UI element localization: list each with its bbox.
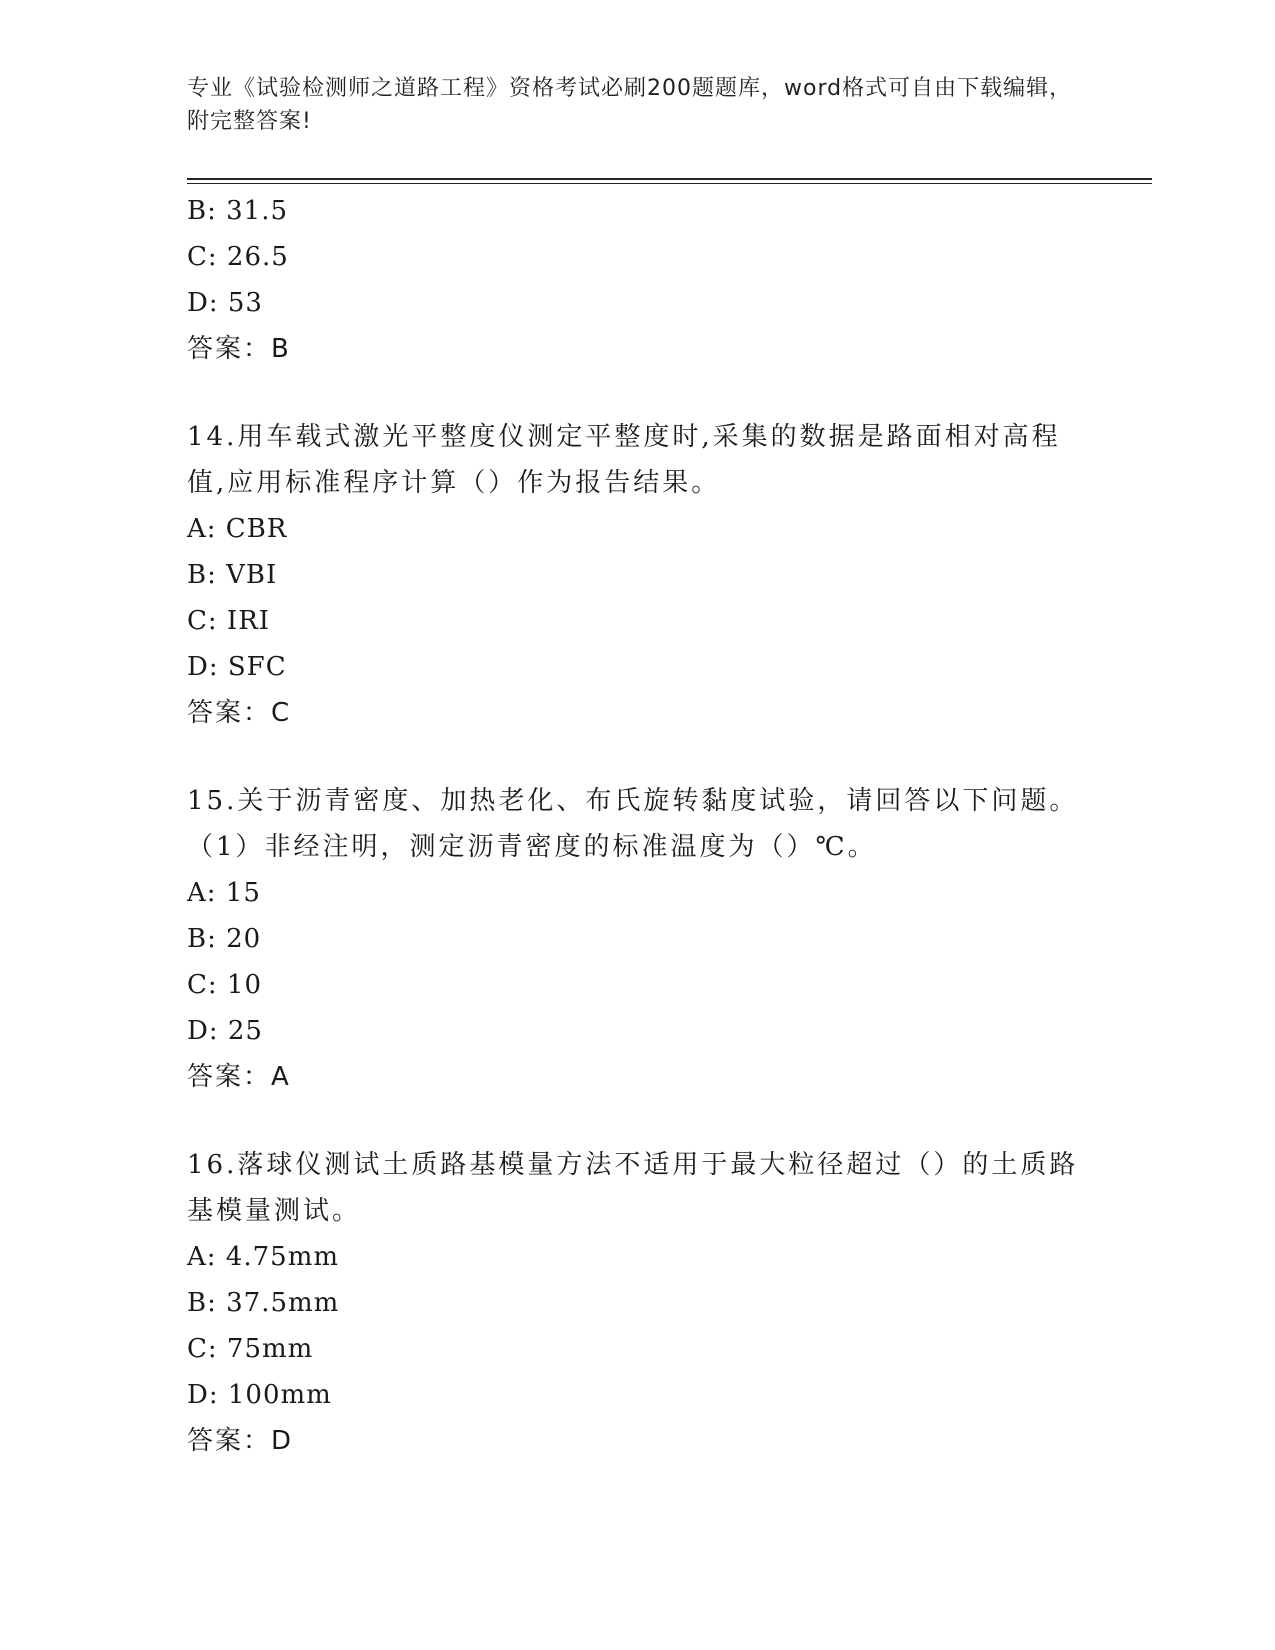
option-line: C: IRI [187, 606, 271, 636]
question-text: 15.关于沥青密度、加热老化、布氏旋转黏度试验，请回答以下问题。（1）非经注明，测定沥青密度的标准温度为（）℃。 [187, 786, 1079, 862]
page-header: 专业《试验检测师之道路工程》资格考试必刷200题题库，word格式可自由下载编辑，附完整答案! [187, 76, 1073, 134]
answer-line: 答案：B [187, 334, 291, 364]
spacer [187, 372, 1087, 414]
header-rule-thin [187, 183, 1152, 184]
answer-line: 答案：A [187, 1062, 291, 1092]
option-line: B: 31.5 [187, 196, 289, 226]
answer-line: 答案：C [187, 698, 292, 728]
option-line: A: 15 [187, 878, 261, 908]
option-line: C: 75mm [187, 1334, 314, 1364]
option-line: A: 4.75mm [187, 1242, 339, 1272]
question-text: 14.用车载式激光平整度仪测定平整度时,采集的数据是路面相对高程值,应用标准程序计算（）作为报告结果。 [187, 422, 1061, 498]
option-line: A: CBR [187, 514, 288, 544]
header-rule-thick [187, 178, 1152, 180]
option-line: B: 20 [187, 924, 262, 954]
option-line: B: VBI [187, 560, 278, 590]
option-line: D: 100mm [187, 1380, 332, 1410]
option-line: B: 37.5mm [187, 1288, 340, 1318]
spacer [187, 736, 1087, 778]
answer-line: 答案：D [187, 1426, 294, 1456]
question-text: 16.落球仪测试土质路基模量方法不适用于最大粒径超过（）的土质路基模量测试。 [187, 1150, 1079, 1226]
document-body [187, 188, 1087, 1464]
option-line: D: SFC [187, 652, 287, 682]
option-line: D: 25 [187, 1016, 263, 1046]
option-line: C: 26.5 [187, 242, 289, 272]
spacer [187, 1100, 1087, 1142]
option-line: D: 53 [187, 288, 263, 318]
option-line: C: 10 [187, 970, 263, 1000]
